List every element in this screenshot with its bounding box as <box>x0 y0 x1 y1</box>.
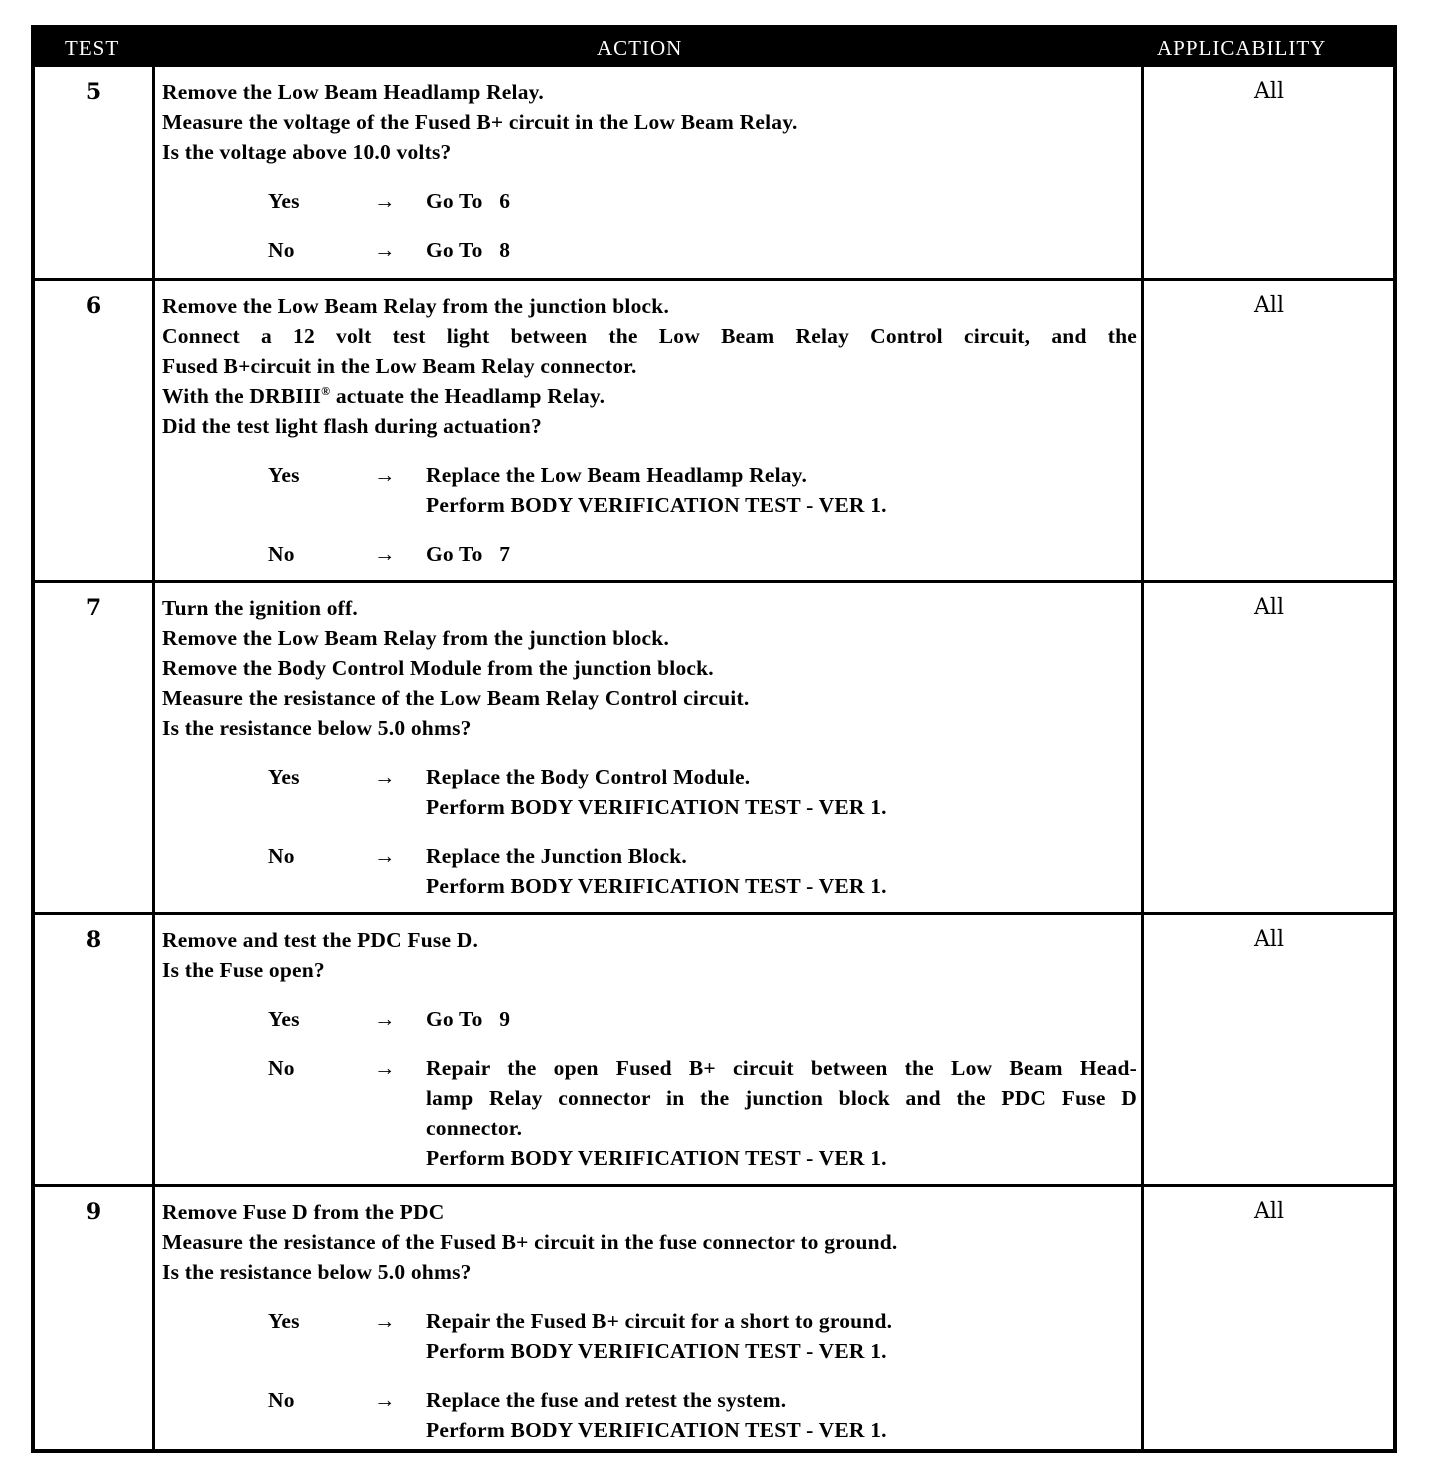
action-step: Remove Fuse D from the PDC <box>162 1200 445 1224</box>
action-step-text: With the DRBIII <box>162 384 322 408</box>
test-number: 5 <box>85 79 102 105</box>
arrow-icon: → <box>374 1388 396 1412</box>
no-response <box>162 1053 1137 1173</box>
action-step: Measure the resistance of the Fused B+ circuit in the fuse connector to ground. <box>162 1230 898 1254</box>
response-text: Perform BODY VERIFICATION TEST - VER 1. <box>426 1146 887 1170</box>
applicability-value: All <box>1254 293 1284 318</box>
header-test: TEST <box>65 36 120 60</box>
table-row <box>35 580 1393 912</box>
response-text: connector. <box>426 1116 523 1140</box>
applicability-value: All <box>1254 927 1284 952</box>
response-text: Repair the Fused B+ circuit for a short to ground. <box>426 1309 893 1333</box>
applicability-value: All <box>1254 1199 1284 1224</box>
table-row <box>35 912 1393 1184</box>
response-text: Perform BODY VERIFICATION TEST - VER 1. <box>426 493 887 517</box>
response-text: Go To 7 <box>426 542 511 566</box>
yes-response <box>162 762 1137 822</box>
yes-label: Yes <box>268 189 300 213</box>
action-step: Remove and test the PDC Fuse D. <box>162 928 479 952</box>
header-applicability: APPLICABILITY <box>1157 36 1327 60</box>
table-row <box>35 278 1393 580</box>
response-text: Perform BODY VERIFICATION TEST - VER 1. <box>426 874 887 898</box>
response-text: Go To 6 <box>426 189 511 213</box>
arrow-icon: → <box>374 765 396 789</box>
action-step <box>162 381 1137 411</box>
action-step: Is the resistance below 5.0 ohms? <box>162 1260 472 1284</box>
action-cell <box>162 1197 1137 1445</box>
no-label: No <box>268 844 295 868</box>
arrow-icon: → <box>374 238 396 262</box>
diagnostic-table <box>31 25 1397 1453</box>
arrow-icon: → <box>374 1007 396 1031</box>
response-text: Perform BODY VERIFICATION TEST - VER 1. <box>426 1418 887 1442</box>
action-step: Connect a 12 volt test light between the Low Beam Relay Control circuit, and the <box>162 324 1137 348</box>
no-label: No <box>268 238 295 262</box>
response-text: Repair the open Fused B+ circuit between the Low Beam Head- <box>426 1056 1137 1080</box>
response-text: lamp Relay connector in the junction block and the PDC Fuse D <box>426 1086 1137 1110</box>
applicability-value: All <box>1254 595 1284 620</box>
action-cell <box>162 291 1137 569</box>
response-text: Replace the Junction Block. <box>426 844 688 868</box>
action-step: Remove the Low Beam Headlamp Relay. <box>162 80 545 104</box>
no-label: No <box>268 1388 295 1412</box>
response-text: Perform BODY VERIFICATION TEST - VER 1. <box>426 1339 887 1363</box>
action-step: Did the test light flash during actuation? <box>162 414 542 438</box>
action-cell <box>162 77 1137 265</box>
no-response <box>162 539 1137 569</box>
arrow-icon: → <box>374 463 396 487</box>
no-response <box>162 1385 1137 1445</box>
table-header <box>35 29 1393 67</box>
action-step: Measure the voltage of the Fused B+ circuit in the Low Beam Relay. <box>162 110 798 134</box>
action-step: Is the voltage above 10.0 volts? <box>162 140 452 164</box>
action-step: Remove the Low Beam Relay from the junction block. <box>162 294 670 318</box>
no-response <box>162 235 1137 265</box>
yes-label: Yes <box>268 1007 300 1031</box>
yes-response <box>162 186 1137 216</box>
response-text: Replace the fuse and retest the system. <box>426 1388 787 1412</box>
table-row <box>35 1184 1393 1449</box>
applicability-value: All <box>1254 79 1284 104</box>
action-step: Is the resistance below 5.0 ohms? <box>162 716 472 740</box>
test-number: 9 <box>85 1199 102 1225</box>
yes-label: Yes <box>268 1309 300 1333</box>
response-text: Go To 8 <box>426 238 511 262</box>
yes-label: Yes <box>268 765 300 789</box>
registered-mark: ® <box>321 383 331 398</box>
yes-response <box>162 1306 1137 1366</box>
no-label: No <box>268 1056 295 1080</box>
arrow-icon: → <box>374 1056 396 1080</box>
no-label: No <box>268 542 295 566</box>
table-row <box>35 67 1393 278</box>
response-text: Replace the Body Control Module. <box>426 765 751 789</box>
action-cell <box>162 925 1137 1173</box>
action-step: Measure the resistance of the Low Beam Relay Control circuit. <box>162 686 750 710</box>
yes-response <box>162 460 1137 520</box>
response-text: Replace the Low Beam Headlamp Relay. <box>426 463 808 487</box>
test-number: 8 <box>85 927 102 953</box>
action-step-text: actuate the Headlamp Relay. <box>330 384 606 408</box>
action-step: Remove the Low Beam Relay from the junction block. <box>162 626 670 650</box>
response-text: Go To 9 <box>426 1007 511 1031</box>
arrow-icon: → <box>374 1309 396 1333</box>
action-step: Is the Fuse open? <box>162 958 325 982</box>
action-step: Fused B+circuit in the Low Beam Relay connector. <box>162 354 637 378</box>
test-number: 6 <box>85 293 102 319</box>
header-action: ACTION <box>597 36 683 60</box>
yes-response <box>162 1004 1137 1034</box>
yes-label: Yes <box>268 463 300 487</box>
arrow-icon: → <box>374 542 396 566</box>
arrow-icon: → <box>374 844 396 868</box>
arrow-icon: → <box>374 189 396 213</box>
no-response <box>162 841 1137 901</box>
action-step: Turn the ignition off. <box>162 596 358 620</box>
action-step: Remove the Body Control Module from the junction block. <box>162 656 714 680</box>
action-cell <box>162 593 1137 901</box>
response-text: Perform BODY VERIFICATION TEST - VER 1. <box>426 795 887 819</box>
test-number: 7 <box>85 595 102 621</box>
